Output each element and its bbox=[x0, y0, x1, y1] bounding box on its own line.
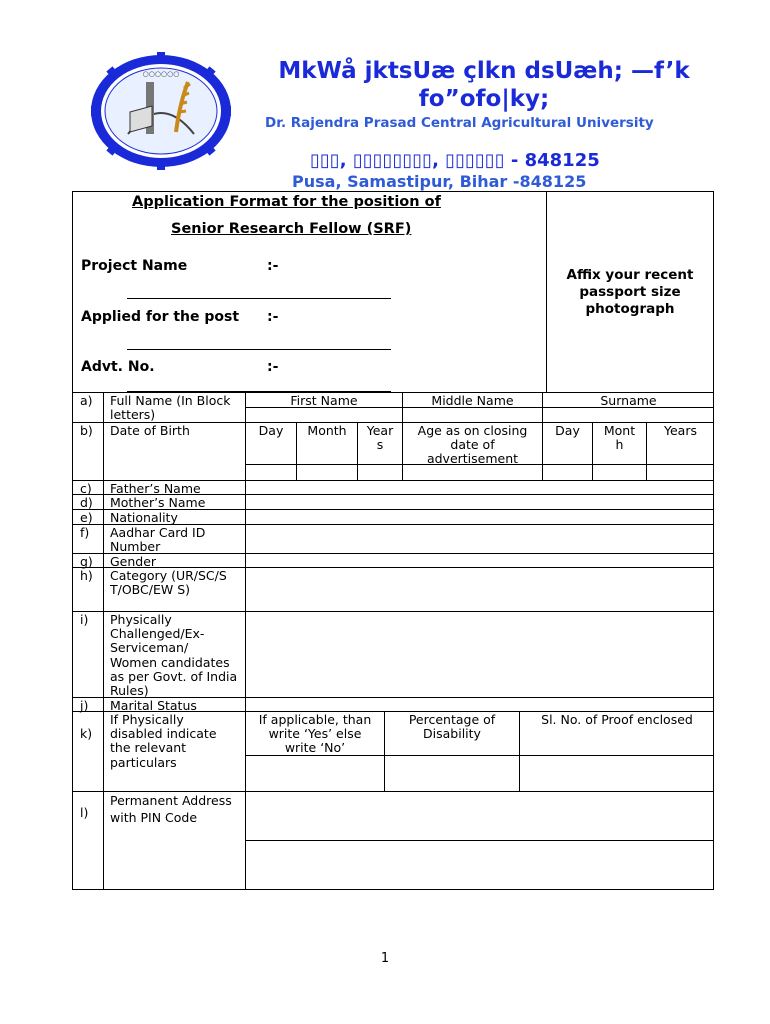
mothers-name-label: Mother’s Name bbox=[110, 495, 206, 510]
pd-proof-header: Sl. No. of Proof enclosed bbox=[541, 712, 693, 727]
row-key-d: d) bbox=[80, 495, 93, 510]
pd-applicable-input[interactable] bbox=[246, 756, 384, 791]
pd-applicable-header: If applicable, than write ‘Yes’ else write ‘No’ bbox=[258, 712, 372, 756]
form-title-line1: Application Format for the position of bbox=[132, 194, 441, 210]
svg-text:○○○○○○: ○○○○○○ bbox=[142, 70, 180, 78]
header-university-name: Dr. Rajendra Prasad Central Agricultural University bbox=[265, 115, 654, 131]
first-name-header: First Name bbox=[290, 393, 358, 408]
age-header: Age as on closing date of advertisement bbox=[417, 423, 528, 467]
marital-status-label: Marital Status bbox=[110, 698, 197, 713]
age-years-header: Years bbox=[664, 423, 697, 438]
applied-post-label: Applied for the post bbox=[81, 309, 240, 325]
row-key-e: e) bbox=[80, 510, 93, 525]
applied-post-colon: :- bbox=[267, 309, 279, 325]
project-name-colon: :- bbox=[267, 258, 279, 274]
table-key-col-line bbox=[103, 392, 104, 890]
dob-label: Date of Birth bbox=[110, 423, 190, 438]
gender-input[interactable] bbox=[246, 554, 714, 567]
surname-header: Surname bbox=[600, 393, 657, 408]
form-title-line2: Senior Research Fellow (SRF) bbox=[171, 221, 412, 237]
age-day-header: Day bbox=[555, 423, 580, 438]
mothers-name-input[interactable] bbox=[246, 495, 714, 509]
project-name-label: Project Name bbox=[81, 258, 188, 274]
first-name-input[interactable] bbox=[246, 408, 402, 422]
row-key-h: h) bbox=[80, 568, 93, 583]
middle-name-header: Middle Name bbox=[431, 393, 514, 408]
header-hindi-title-line1: MkWå jktsUæ çlkn dsUæh; —f’k bbox=[278, 58, 690, 84]
row-key-a: a) bbox=[80, 393, 93, 408]
category-label: Category (UR/SC/ST/OBC/EW S) bbox=[110, 568, 227, 598]
pin-code-input[interactable] bbox=[246, 841, 714, 889]
middle-name-input[interactable] bbox=[403, 408, 542, 422]
fathers-name-label: Father’s Name bbox=[110, 481, 201, 496]
row-key-b: b) bbox=[80, 423, 93, 438]
full-name-label: Full Name (In Block letters) bbox=[110, 393, 231, 423]
row-key-g: g) bbox=[80, 554, 93, 569]
physically-challenged-input[interactable] bbox=[246, 612, 714, 697]
physically-challenged-label: Physically Challenged/Ex-Serviceman/ Women candidates as per Govt. of India Rules) bbox=[110, 612, 238, 699]
pd-particulars-label: If Physically disabled indicate the relevant particulars bbox=[110, 712, 217, 770]
aadhar-label: Aadhar Card ID Number bbox=[110, 525, 206, 555]
header-address-hindi: ▯▯▯, ▯▯▯▯▯▯▯▯, ▯▯▯▯▯▯ - 848125 bbox=[310, 150, 600, 171]
row-key-i: i) bbox=[80, 612, 89, 627]
gender-label: Gender bbox=[110, 554, 157, 569]
permanent-address-input[interactable] bbox=[246, 792, 714, 840]
row-key-l: l) bbox=[80, 805, 89, 820]
row-key-k: k) bbox=[80, 726, 93, 741]
nationality-label: Nationality bbox=[110, 510, 178, 525]
advt-no-colon: :- bbox=[267, 359, 279, 375]
applied-post-field[interactable] bbox=[127, 349, 391, 350]
pd-percentage-input[interactable] bbox=[385, 756, 519, 791]
pd-proof-input[interactable] bbox=[520, 756, 714, 791]
category-input[interactable] bbox=[246, 568, 714, 611]
nationality-input[interactable] bbox=[246, 510, 714, 524]
page-number: 1 bbox=[380, 951, 390, 966]
photo-instruction: Affix your recent passport size photograph bbox=[566, 267, 694, 317]
dob-day-header: Day bbox=[258, 423, 284, 438]
marital-status-input[interactable] bbox=[246, 698, 714, 711]
project-name-field[interactable] bbox=[127, 298, 391, 299]
aadhar-input[interactable] bbox=[246, 525, 714, 553]
permanent-address-label: Permanent Address with PIN Code bbox=[110, 793, 232, 825]
university-seal-logo bbox=[88, 52, 234, 170]
row-key-j: j) bbox=[80, 698, 89, 713]
dob-month-header: Month bbox=[307, 423, 347, 438]
pd-percentage-header: Percentage of Disability bbox=[408, 712, 496, 742]
header-hindi-title-line2: fo”ofo|ky; bbox=[418, 86, 550, 112]
age-month-header: Mont h bbox=[603, 423, 636, 453]
dob-year-header: Year s bbox=[366, 423, 394, 453]
advt-no-label: Advt. No. bbox=[81, 359, 155, 375]
row-key-f: f) bbox=[80, 525, 90, 540]
surname-input[interactable] bbox=[543, 408, 714, 422]
fathers-name-input[interactable] bbox=[246, 481, 714, 494]
row-key-c: c) bbox=[80, 481, 92, 496]
header-address-english: Pusa, Samastipur, Bihar -848125 bbox=[292, 172, 587, 191]
